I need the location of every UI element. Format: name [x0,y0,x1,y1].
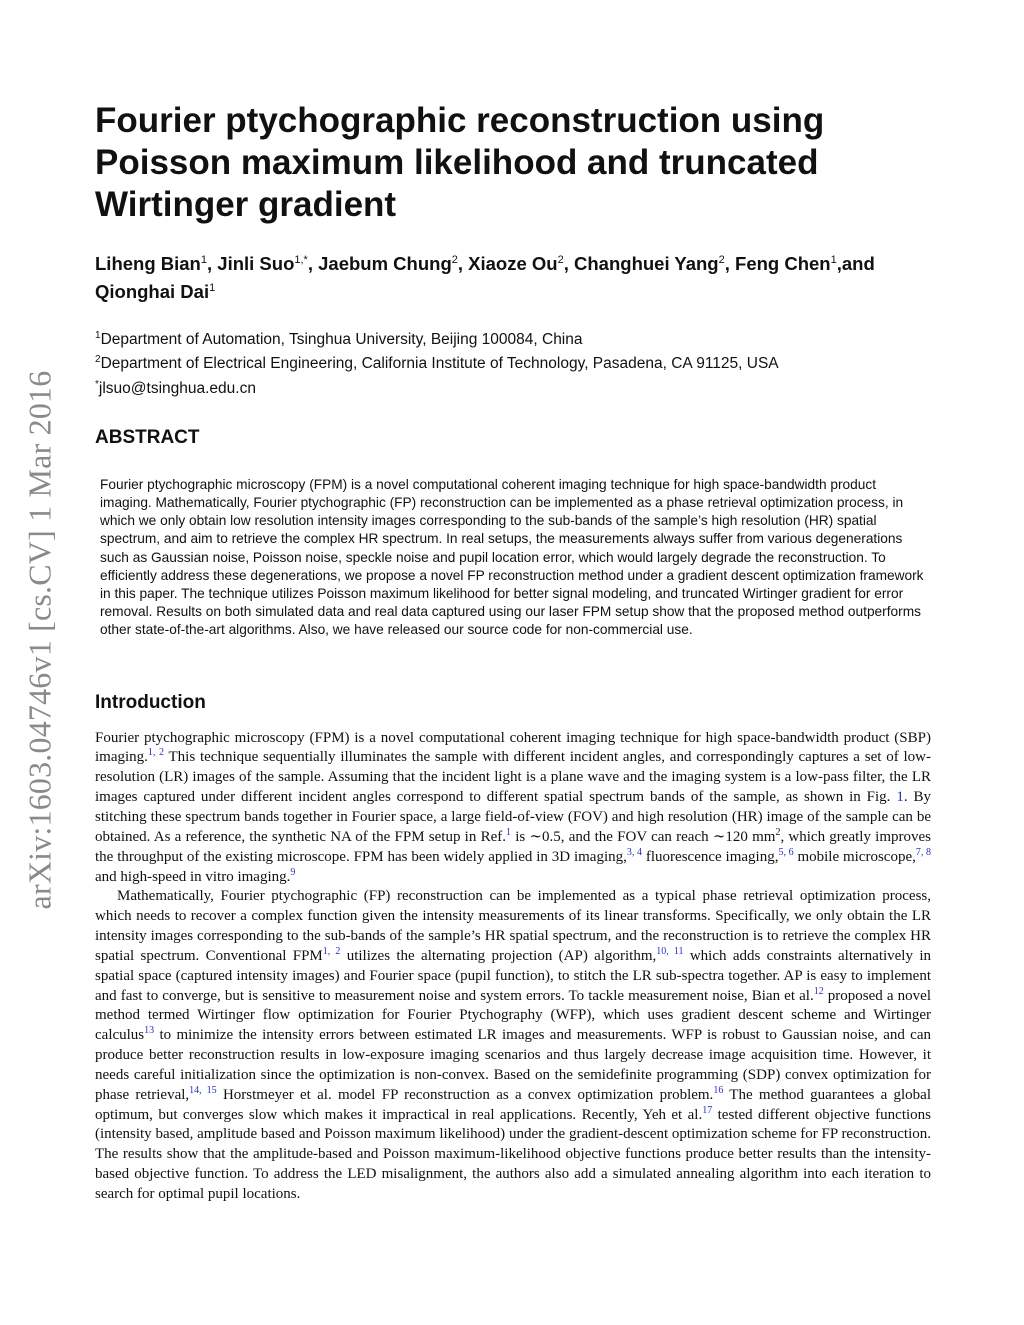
body-text: This technique sequentially illuminates the sample with different incident angles, and correspondingly captures a set of low-resolution (LR) images of the sample. Assuming that the incident light is a plane wave and the imaging system is a low-pass filter, the LR images captured under different incident angles correspond to different spatial spectrum bands of the sample, as shown in Fig. [95,749,931,806]
citation-link[interactable]: 12 [813,985,824,997]
citation-link[interactable]: 14, 15 [189,1084,217,1096]
author-name: Jinli Suo [217,253,295,275]
author-separator: , [457,253,469,275]
body-text: Fourier ptychographic microscopy (FPM) is a novel computational coherent imaging technique for high space-bandwidth product (SBP) imaging. [95,729,931,766]
body-text: . By stitching these spectrum bands together in Fourier space, a large field-of-view (FOV) and high resolution (HR) image of the sample can be obtained. As a reference, the synthetic NA of the FPM setup in Ref. [95,789,931,845]
author-name: Liheng Bian [95,253,201,275]
abstract-text: Fourier ptychographic microscopy (FPM) is a novel computational coherent imaging technique for high space-bandwidth product imaging. Mathematically, Fourier ptychographic (FP) reconstruction can be implemented as a phase retrieval optimization process, in which we only obtain low resolution intensity images corresponding to the sub-bands of the sample’s high resolution (HR) spatial spectrum, and aim to retrieve the complex HR spectrum. In real setups, the measurements always suffer from various degenerations such as Gaussian noise, Poisson noise, speckle noise and pupil location error, which would largely degrade the reconstruction. To efficiently address these degenerations, we propose a novel FP reconstruction method under a gradient descent optimization framework in this paper. The technique utilizes Poisson maximum likelihood for better signal modeling, and truncated Wirtinger gradient for error removal. Results on both simulated data and real data captured using our laser FPM setup show that the proposed method outperforms other state-of-the-art algorithms. Also, we have released our source code for non-commercial use. [100,476,924,638]
body-text: utilizes the alternating projection (AP) algorithm, [340,947,657,964]
introduction-heading: Introduction [95,691,206,713]
body-text: Horstmeyer et al. model FP reconstruction as a convex optimization problem. [216,1086,714,1103]
author-separator: , [207,253,218,275]
body-text: and high-speed in vitro imaging. [95,868,291,885]
author-affiliation-mark: 1 [209,282,216,295]
author-affiliation-mark: 1 [200,254,207,266]
affiliation-mark: 2 [95,354,101,366]
citation-link[interactable]: 5, 6 [778,846,794,858]
author-name: Feng Chen [735,253,831,275]
body-text: , which greatly improves the throughput of the existing microscope. FPM has been widely applied in 3D imaging, [95,828,931,865]
author-affiliation-mark: 1,* [294,254,308,266]
citation-link[interactable]: 1, 2 [322,945,341,957]
paper-content [95,100,931,1205]
affiliation-text: jlsuo@tsinghua.edu.cn [98,379,256,397]
arxiv-identifier [10,350,70,930]
author-name: Changhuei Yang [574,253,719,275]
figure-reference-link[interactable]: 1 [896,789,904,806]
affiliation-mark: 1 [95,330,101,342]
affiliation-text: Department of Automation, Tsinghua University, Beijing 100084, China [100,331,583,349]
body-text: proposed a novel method termed Wirtinger flow optimization for Fourier Ptychography (WFP), which uses gradient descent scheme and Wirtinger calculus [95,987,931,1044]
body-text: to minimize the intensity errors between estimated LR images and measurements. WFP is robust to Gaussian noise, and can produce better reconstruction results in low-exposure imaging scenarios and thus largely decrease image acquisition time. However, it needs careful initialization since the optimization is non-convex. Based on the semidefinite programming (SDP) convex optimization for phase retrieval, [95,1027,931,1103]
affiliation-line [95,326,931,350]
author-name: and Qionghai Dai [95,253,875,303]
citation-link[interactable]: 7, 8 [915,846,931,858]
affiliation-text: Department of Electrical Engineering, California Institute of Technology, Pasadena, CA 91125, USA [100,355,779,373]
author-name: Xiaoze Ou [468,253,558,275]
author-list [95,248,931,304]
body-text: The method guarantees a global optimum, but converges slow which makes it impractical in real applications. Recently, Yeh et al. [95,1086,931,1123]
citation-link[interactable]: 3, 4 [626,846,643,858]
affiliation-mark: * [95,378,99,390]
body-text: fluorescence imaging, [642,848,779,865]
introduction-body [95,729,931,1205]
citation-link[interactable]: 16 [713,1084,724,1096]
affiliation-list [95,326,931,398]
author-separator: , [836,253,842,275]
body-text: is ∼0.5, and the FOV can reach ∼120 mm [510,828,776,845]
paper-title: Fourier ptychographic reconstruction using Poisson maximum likelihood and truncated Wirtinger gradient [95,101,825,224]
citation-link[interactable]: 13 [144,1025,155,1037]
author-separator: , [724,253,736,275]
author-affiliation-mark: 2 [718,254,725,266]
citation-link[interactable]: 9 [290,866,296,878]
author-affiliation-mark: 2 [451,254,458,266]
author-affiliation-mark: 2 [557,254,564,266]
citation-link[interactable]: 1 [505,826,511,838]
body-text: Mathematically, Fourier ptychographic (FP) reconstruction can be implemented as a typical phase retrieval optimization process, which needs to recover a complex function given the intensity measurements of its linear transforms. Specifically, we only obtain the LR intensity images corresponding to the sub-bands of the sample’s HR spatial spectrum, and the reconstruction is to retrieve the complex HR spatial spectrum. Conventional FPM [95,888,931,964]
citation-link[interactable]: 17 [702,1104,713,1116]
intro-paragraph-1 [95,729,931,888]
author-affiliation-mark: 1 [830,254,837,266]
author-separator: , [307,253,319,275]
arxiv-identifier-text: arXiv:1603.04746v1 [cs.CV] 1 Mar 2016 [21,370,58,910]
abstract-heading: ABSTRACT [95,426,200,448]
author-name: Jaebum Chung [318,253,452,275]
author-separator: , [563,253,575,275]
citation-link[interactable]: 10, 11 [656,945,684,957]
body-text: mobile microscope, [793,848,916,865]
body-text: tested different objective functions (intensity based, amplitude based and Poisson maximum likelihood) under the gradient-descent optimization scheme for FP reconstruction. The results show that the amplitude-based and Poisson maximum-likelihood objective functions produce better results than the intensity-based objective function. To address the LED misalignment, the authors also add a simulated annealing algorithm into each iteration to search for optimal pupil locations. [95,1106,931,1203]
citation-link[interactable]: 1, 2 [147,747,164,759]
superscript: 2 [775,826,781,838]
affiliation-line [95,350,931,374]
intro-paragraph-2 [95,887,931,1205]
affiliation-line [95,375,931,399]
body-text: which adds constraints alternatively in spatial space (captured intensity images) and Fourier space (pupil function), to stitch the LR sub-spectra together. AP is easy to implement and fast to converge, but is sensitive to measurement noise and system errors. To tackle measurement noise, Bian et al. [95,947,931,1004]
